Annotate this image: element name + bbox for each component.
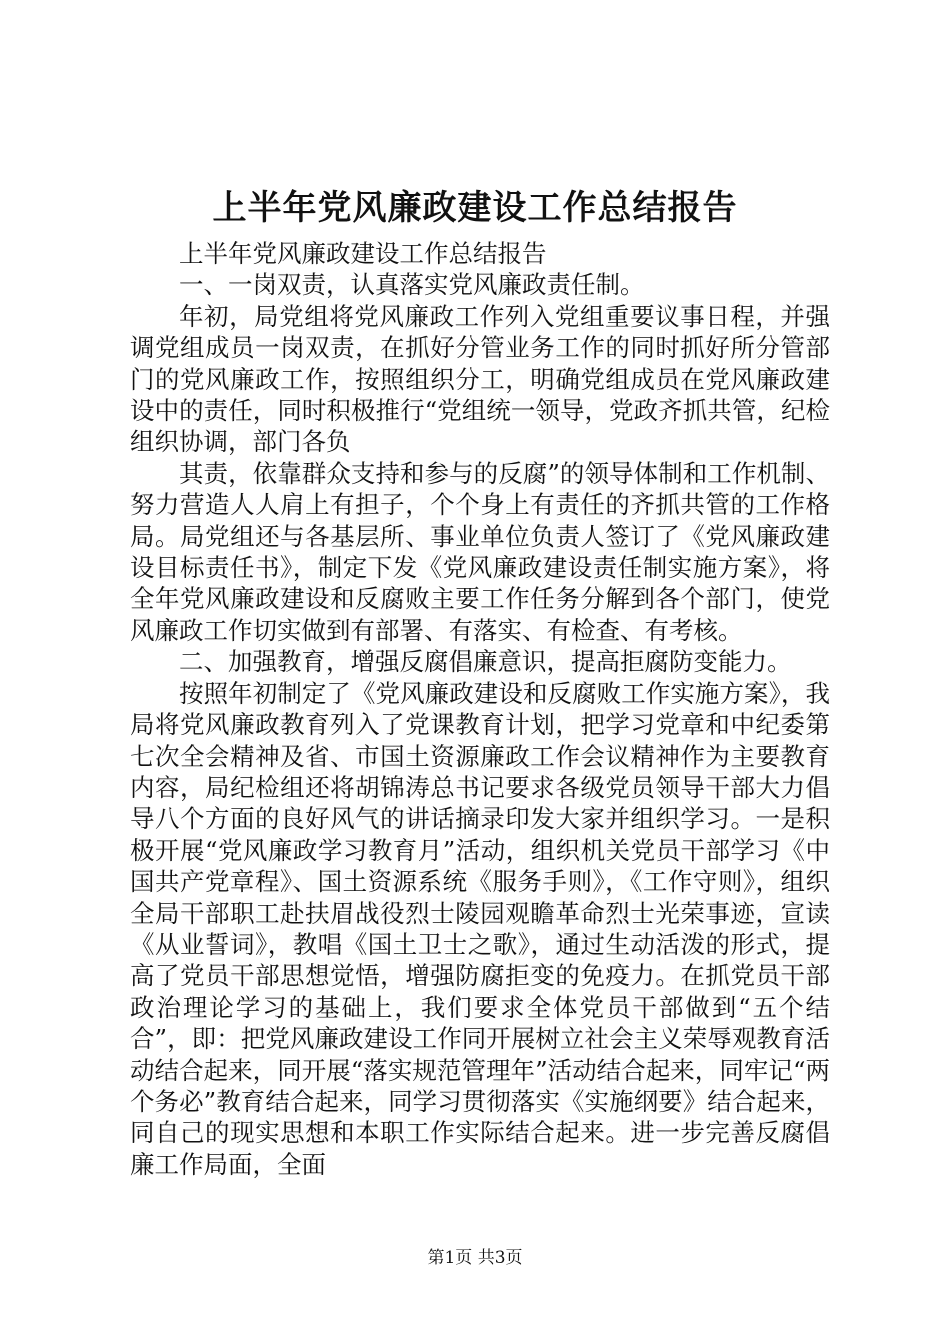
document-body <box>130 238 830 1180</box>
document-title: 上半年党风廉政建设工作总结报告 <box>212 188 738 228</box>
section-heading-2: 二、加强教育，增强反腐倡廉意识，提高拒腐防变能力。 <box>179 647 792 677</box>
page-number-footer: 第1页 共3页 <box>427 1248 523 1268</box>
section-heading-1: 一、一岗双责，认真落实党风廉政责任制。 <box>179 270 645 300</box>
body-paragraph: 其责，依靠群众支持和参与的反腐”的领导体制和工作机制、努力营造人人肩上有担子，个个身上有责任的齐抓共管的工作格局。局党组还与各基层所、事业单位负责人签订了《党风廉政建设目标责任书》，制定下发《党风廉政建设责任制实施方案》，将全年党风廉政建设和反腐败主要工作任务分解到各个部门，使党风廉政工作切实做到有部署、有落实、有检查、有考核。 <box>130 458 830 645</box>
body-paragraph: 年初，局党组将党风廉政工作列入党组重要议事日程，并强调党组成员一岗双责，在抓好分管业务工作的同时抓好所分管部门的党风廉政工作，按照组织分工，明确党组成员在党风廉政建设中的责任，同时积极推行“党组统一领导，党政齐抓共管，纪检组织协调，部门各负 <box>130 301 830 457</box>
body-paragraph: 按照年初制定了《党风廉政建设和反腐败工作实施方案》，我局将党风廉政教育列入了党课教育计划，把学习党章和中纪委第七次全会精神及省、市国土资源廉政工作会议精神作为主要教育内容，局纪检组还将胡锦涛总书记要求各级党员领导干部大力倡导八个方面的良好风气的讲话摘录印发大家并组织学习。一是积极开展“党风廉政学习教育月”活动，组织机关党员干部学习《中国共产党章程》、国土资源系统《服务手则》，《工作守则》，组织全局干部职工赴扶眉战役烈士陵园观瞻革命烈士光荣事迹，宣读《从业誓词》，教唱《国土卫士之歌》，通过生动活泼的形式，提高了党员干部思想觉悟，增强防腐拒变的免疫力。在抓党员干部政治理论学习的基础上，我们要求全体党员干部做到“五个结合”，即：把党风廉政建设工作同开展树立社会主义荣辱观教育活动结合起来，同开展“落实规范管理年”活动结合起来，同牢记“两个务必”教育结合起来，同学习贯彻落实《实施纲要》结合起来，同自己的现实思想和本职工作实际结合起来。进一步完善反腐倡廉工作局面，全面 <box>130 678 830 1179</box>
body-paragraph: 上半年党风廉政建设工作总结报告 <box>179 239 547 268</box>
